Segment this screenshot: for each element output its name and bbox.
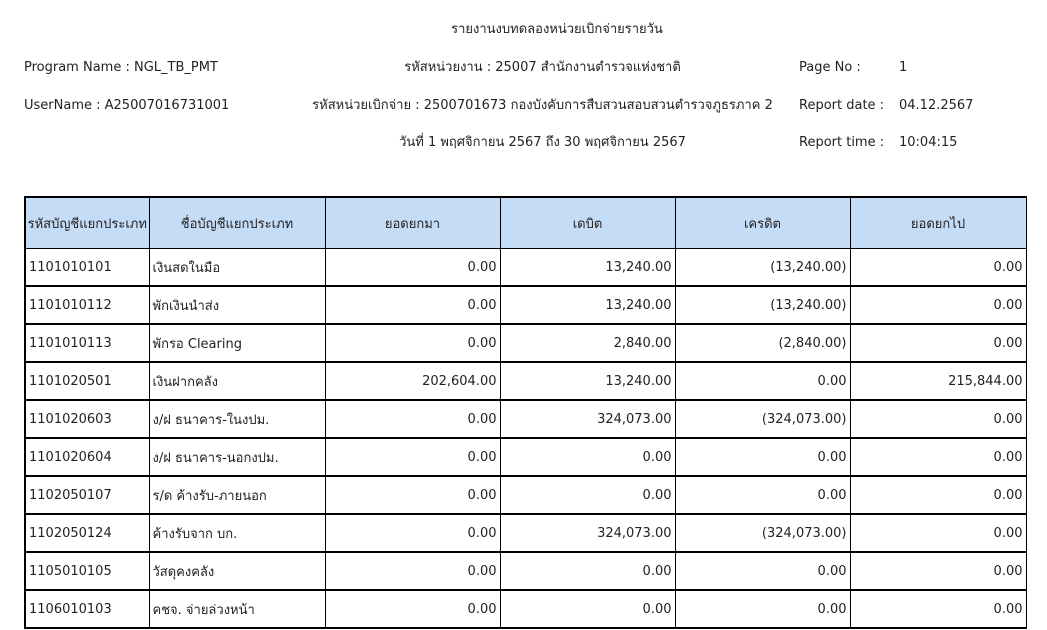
account-code-cell: 1102050107 [25,476,149,514]
credit-cell: 0.00 [675,590,850,628]
debit-cell: 0.00 [500,552,675,590]
account-code-cell: 1102050124 [25,514,149,552]
debit-cell: 324,073.00 [500,400,675,438]
debit-cell: 2,840.00 [500,324,675,362]
closing-balance-cell: 0.00 [850,514,1026,552]
account-name-cell: พักเงินนำส่ง [149,286,325,324]
header-closing-balance: ยอดยกไป [850,197,1026,249]
opening-balance-cell: 0.00 [325,438,500,476]
table-row [25,249,1026,287]
table-row [25,362,1026,400]
trial-balance-table [24,196,1027,629]
opening-balance-cell: 0.00 [325,324,500,362]
account-name-cell: วัสดุคงคลัง [149,552,325,590]
opening-balance-cell: 0.00 [325,514,500,552]
debit-cell: 13,240.00 [500,249,675,287]
credit-cell: (324,073.00) [675,400,850,438]
credit-cell: 0.00 [675,362,850,400]
closing-balance-cell: 0.00 [850,552,1026,590]
opening-balance-cell: 0.00 [325,476,500,514]
closing-balance-cell: 215,844.00 [850,362,1026,400]
report-date-label: Report date : [799,98,885,113]
account-code-cell: 1101020501 [25,362,149,400]
table-row [25,476,1026,514]
account-code-cell: 1101010112 [25,286,149,324]
table-row [25,286,1026,324]
opening-balance-cell: 202,604.00 [325,362,500,400]
credit-cell: (2,840.00) [675,324,850,362]
page-no-label: Page No : [799,60,861,75]
table-row [25,514,1026,552]
credit-cell: (324,073.00) [675,514,850,552]
header-credit: เครดิต [675,197,850,249]
account-code-cell: 1101010101 [25,249,149,287]
disbursing-unit: รหัสหน่วยเบิกจ่าย : 2500701673 กองบังคับการสืบสวนสอบสวนตำรวจภูธรภาค 2 [312,98,773,113]
account-name-cell: ค้างรับจาก บก. [149,514,325,552]
closing-balance-cell: 0.00 [850,324,1026,362]
account-code-cell: 1106010103 [25,590,149,628]
table-row [25,438,1026,476]
opening-balance-cell: 0.00 [325,590,500,628]
opening-balance-cell: 0.00 [325,400,500,438]
credit-cell: (13,240.00) [675,249,850,287]
debit-cell: 0.00 [500,476,675,514]
report-time-value: 10:04:15 [899,135,958,150]
closing-balance-cell: 0.00 [850,286,1026,324]
account-code-cell: 1101010113 [25,324,149,362]
report-date-value: 04.12.2567 [899,98,974,113]
closing-balance-cell: 0.00 [850,438,1026,476]
account-code-cell: 1101020604 [25,438,149,476]
header-account-code: รหัสบัญชีแยกประเภท [25,197,149,249]
debit-cell: 0.00 [500,590,675,628]
debit-cell: 324,073.00 [500,514,675,552]
opening-balance-cell: 0.00 [325,286,500,324]
account-code-cell: 1101020603 [25,400,149,438]
debit-cell: 13,240.00 [500,362,675,400]
table-row [25,552,1026,590]
account-name-cell: ร/ด ค้างรับ-ภายนอก [149,476,325,514]
closing-balance-cell: 0.00 [850,249,1026,287]
closing-balance-cell: 0.00 [850,400,1026,438]
agency-code: รหัสหน่วยงาน : 25007 สำนักงานตำรวจแห่งชาติ [404,60,681,75]
account-name-cell: ง/ฝ ธนาคาร-นอกงปม. [149,438,325,476]
username: UserName : A25007016731001 [24,98,230,113]
table-row [25,590,1026,628]
header-account-name: ชื่อบัญชีแยกประเภท [149,197,325,249]
credit-cell: 0.00 [675,476,850,514]
account-name-cell: พักรอ Clearing [149,324,325,362]
page-no-value: 1 [899,60,908,75]
credit-cell: (13,240.00) [675,286,850,324]
date-range: วันที่ 1 พฤศจิกายน 2567 ถึง 30 พฤศจิกายน 2567 [399,135,686,150]
account-code-cell: 1105010105 [25,552,149,590]
report-time-label: Report time : [799,135,885,150]
credit-cell: 0.00 [675,552,850,590]
credit-cell: 0.00 [675,438,850,476]
account-name-cell: เงินฝากคลัง [149,362,325,400]
program-name: Program Name : NGL_TB_PMT [24,60,218,75]
closing-balance-cell: 0.00 [850,476,1026,514]
debit-cell: 0.00 [500,438,675,476]
table-row [25,324,1026,362]
opening-balance-cell: 0.00 [325,249,500,287]
table-header-row [25,197,1026,249]
debit-cell: 13,240.00 [500,286,675,324]
report-title: รายงานงบทดลองหน่วยเบิกจ่ายรายวัน [451,22,663,37]
header-opening-balance: ยอดยกมา [325,197,500,249]
header-debit: เดบิต [500,197,675,249]
opening-balance-cell: 0.00 [325,552,500,590]
account-name-cell: คชจ. จ่ายล่วงหน้า [149,590,325,628]
closing-balance-cell: 0.00 [850,590,1026,628]
account-name-cell: ง/ฝ ธนาคาร-ในงปม. [149,400,325,438]
table-row [25,400,1026,438]
account-name-cell: เงินสดในมือ [149,249,325,287]
